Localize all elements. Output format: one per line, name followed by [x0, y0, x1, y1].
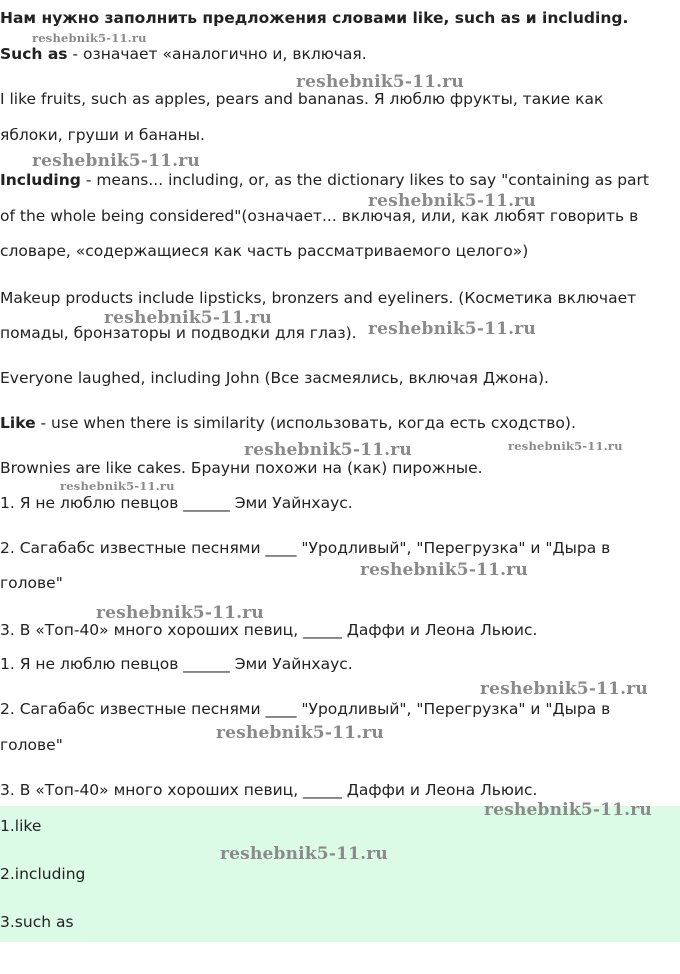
watermark: reshebnik5-11.ru	[96, 603, 264, 623]
watermark: reshebnik5-11.ru	[32, 151, 200, 171]
such-as-definition-text: - означает «аналогично и, включая.	[67, 45, 367, 63]
including-example1-line1: Makeup products include lipsticks, bronzers and eyeliners. (Косметика включает	[0, 289, 637, 307]
task-3-repeat: 3. В «Топ-40» много хороших певиц, _____ Даффи и Леона Льюис.	[0, 781, 538, 799]
watermark: reshebnik5-11.ru	[360, 560, 528, 580]
including-definition-text: - means... including, or, as the dictionary likes to say "containing as part	[80, 171, 650, 189]
task-3: 3. В «Топ-40» много хороших певиц, _____ Даффи и Леона Льюис.	[0, 621, 538, 639]
task-1: 1. Я не люблю певцов ______ Эми Уайнхаус.	[0, 494, 353, 512]
including-definition-line3: словаре, «содержащиеся как часть рассматриваемого целого»)	[0, 242, 529, 260]
task-2-repeat-line2: голове"	[0, 736, 63, 754]
such-as-term: Such as	[0, 45, 68, 63]
task-2-repeat-line1: 2. Сагабабс известные песнями ____ "Уродливый", "Перегрузка" и "Дыра в	[0, 700, 611, 718]
answers-panel	[0, 806, 680, 942]
watermark: reshebnik5-11.ru	[480, 679, 648, 699]
task-1-repeat: 1. Я не люблю певцов ______ Эми Уайнхаус.	[0, 655, 353, 673]
watermark: reshebnik5-11.ru	[60, 479, 175, 493]
page-title: Нам нужно заполнить предложения словами like, such as и including.	[0, 9, 629, 27]
task-2-line2: голове"	[0, 574, 63, 592]
like-example: Brownies are like cakes. Брауни похожи на (как) пирожные.	[0, 459, 483, 477]
including-definition-line2: of the whole being considered"(означает... включая, или, как любят говорить в	[0, 207, 639, 225]
watermark: reshebnik5-11.ru	[368, 191, 536, 211]
answer-1: 1.like	[0, 817, 42, 835]
including-example1-line2: помады, бронзаторы и подводки для глаз).	[0, 324, 357, 342]
such-as-definition	[0, 44, 367, 64]
answer-2: 2.including	[0, 865, 86, 883]
watermark: reshebnik5-11.ru	[368, 319, 536, 339]
watermark: reshebnik5-11.ru	[220, 844, 388, 864]
like-definition-text: - use when there is similarity (использовать, когда есть сходство).	[35, 414, 576, 432]
watermark: reshebnik5-11.ru	[244, 440, 412, 460]
watermark: reshebnik5-11.ru	[296, 72, 464, 92]
task-2-line1: 2. Сагабабс известные песнями ____ "Уродливый", "Перегрузка" и "Дыра в	[0, 539, 611, 557]
like-definition	[0, 413, 576, 433]
watermark: reshebnik5-11.ru	[216, 723, 384, 743]
including-definition-line1	[0, 170, 649, 190]
including-term: Including	[0, 171, 81, 189]
watermark: reshebnik5-11.ru	[32, 31, 147, 45]
answer-3: 3.such as	[0, 913, 74, 931]
such-as-example-line1: I like fruits, such as apples, pears and bananas. Я люблю фрукты, такие как	[0, 90, 604, 108]
like-term: Like	[0, 414, 36, 432]
watermark: reshebnik5-11.ru	[484, 800, 652, 820]
such-as-example-line2: яблоки, груши и бананы.	[0, 126, 205, 144]
watermark: reshebnik5-11.ru	[508, 439, 623, 453]
watermark: reshebnik5-11.ru	[104, 308, 272, 328]
including-example2: Everyone laughed, including John (Все засмеялись, включая Джона).	[0, 369, 549, 387]
